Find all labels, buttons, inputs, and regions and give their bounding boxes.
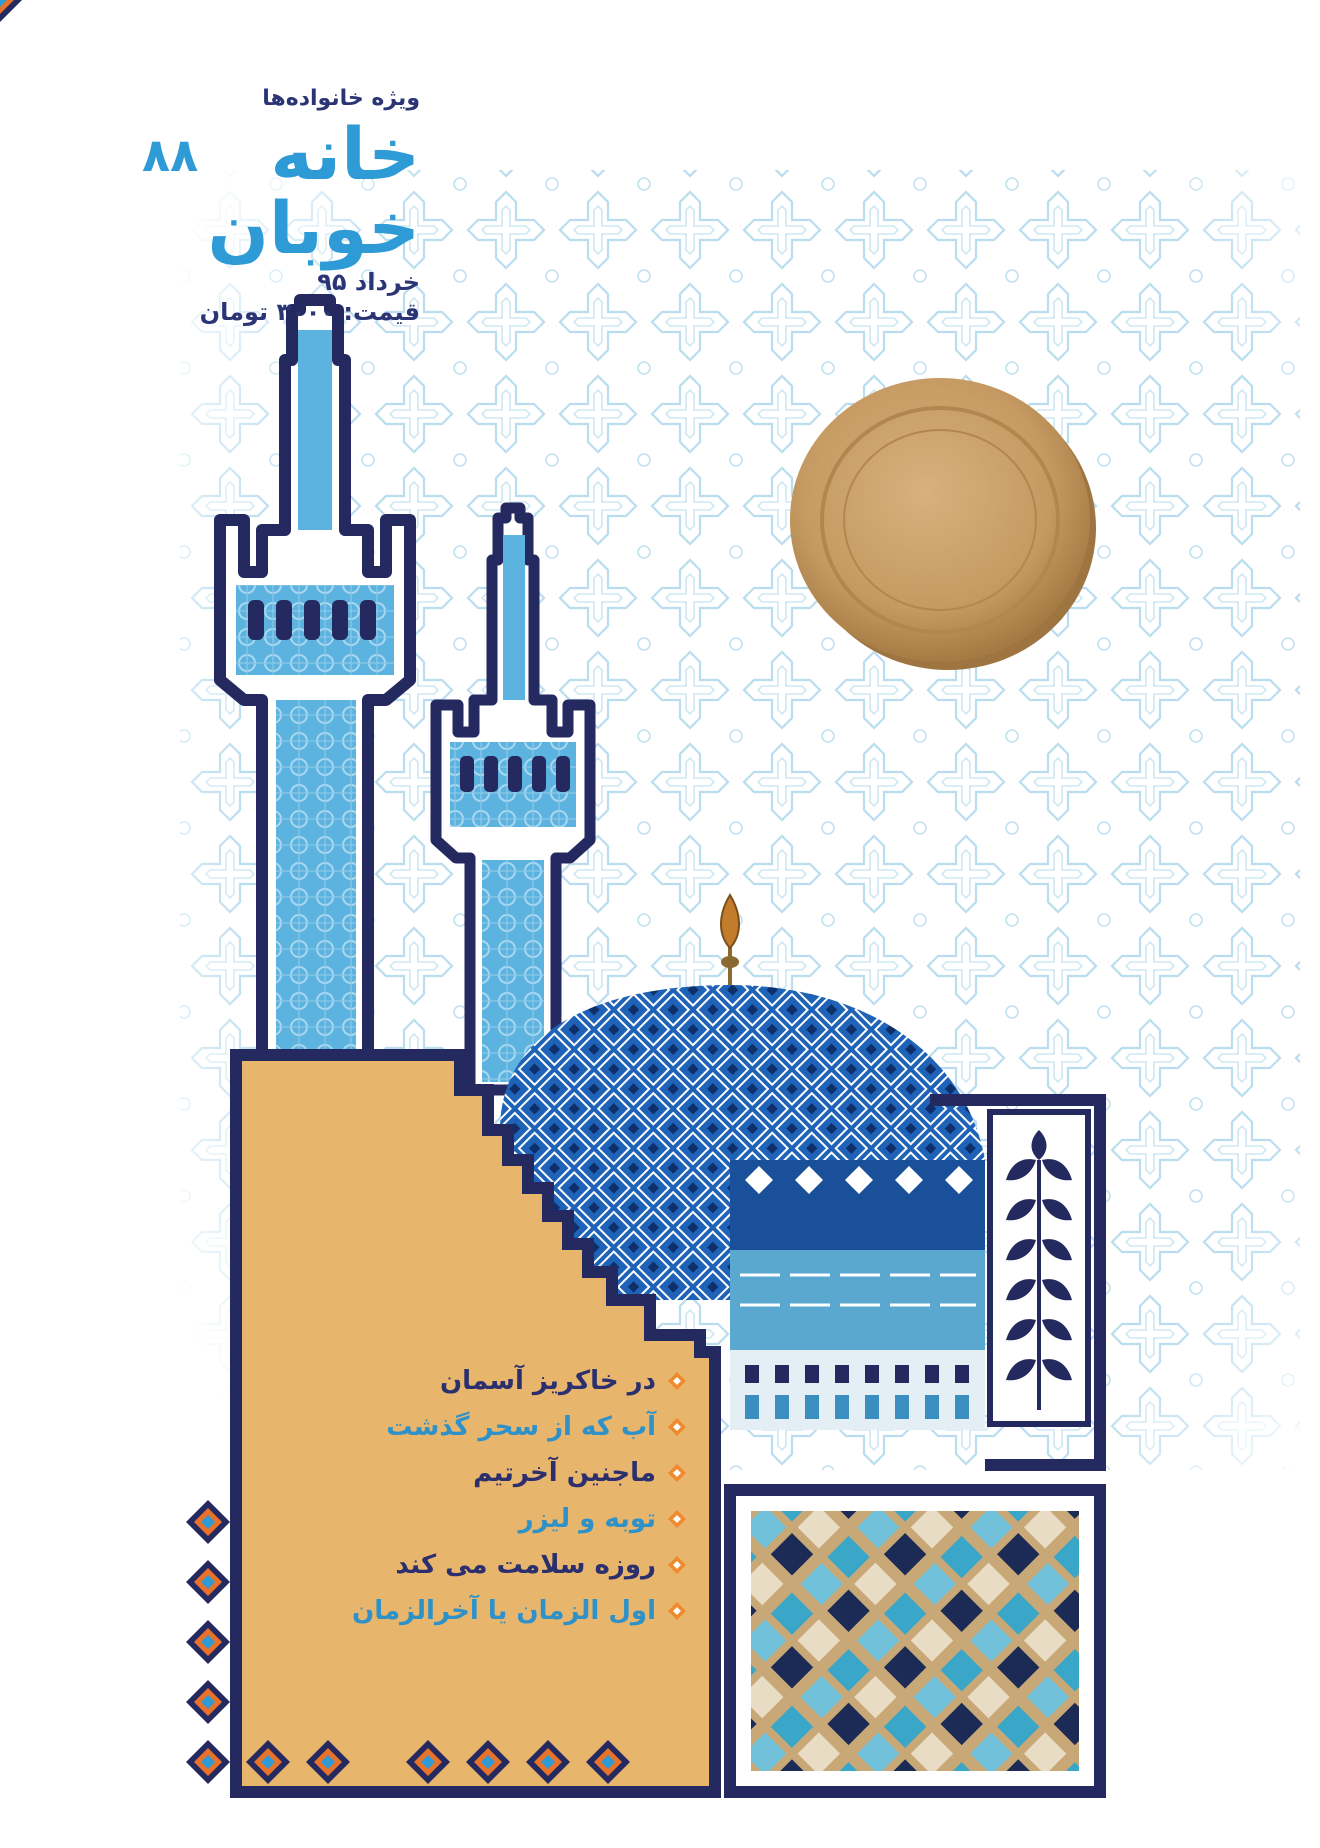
headline-text: اول الزمان یا آخرالزمان xyxy=(352,1596,656,1626)
diamond-bullet-icon xyxy=(668,1372,686,1390)
headline-item xyxy=(352,1588,690,1634)
cover-headlines xyxy=(352,1358,690,1634)
headline-item xyxy=(360,1404,690,1450)
headline-item xyxy=(360,1542,690,1588)
dome-finial xyxy=(721,895,739,1000)
diamond-bullet-icon xyxy=(668,1602,686,1620)
diamond-bullet-icon xyxy=(668,1510,686,1528)
tile-panel xyxy=(730,1490,1100,1792)
headline-text: آب که از سحر گذشت xyxy=(386,1412,656,1442)
headline-item xyxy=(360,1358,690,1404)
minaret-right xyxy=(436,508,590,1090)
diamond-bullet-icon xyxy=(668,1464,686,1482)
masthead xyxy=(70,80,420,340)
diamond-bullet-icon xyxy=(668,1556,686,1574)
magazine-logo-line2: خوبان xyxy=(207,186,420,270)
headline-text: توبه و لیزر xyxy=(518,1504,656,1534)
headline-item xyxy=(360,1450,690,1496)
issue-date: خرداد ۹۵ xyxy=(317,268,420,296)
issue-number: ۸۸ xyxy=(142,128,199,182)
headline-text: روزه سلامت می کند xyxy=(395,1550,656,1580)
masthead-tagline: ویژه خانواده‌ها xyxy=(262,86,420,111)
issue-price: قیمت: ۳۰۰۰ تومان xyxy=(199,298,420,326)
headline-text: در خاکریز آسمان xyxy=(439,1366,656,1396)
headline-text: ماجنین آخرتیم xyxy=(473,1458,656,1488)
diamond-bullet-icon xyxy=(668,1418,686,1436)
magazine-logo-line1: خانه xyxy=(270,112,420,196)
golden-coin xyxy=(790,378,1096,670)
headline-item xyxy=(360,1496,690,1542)
minaret-left xyxy=(220,300,410,1055)
